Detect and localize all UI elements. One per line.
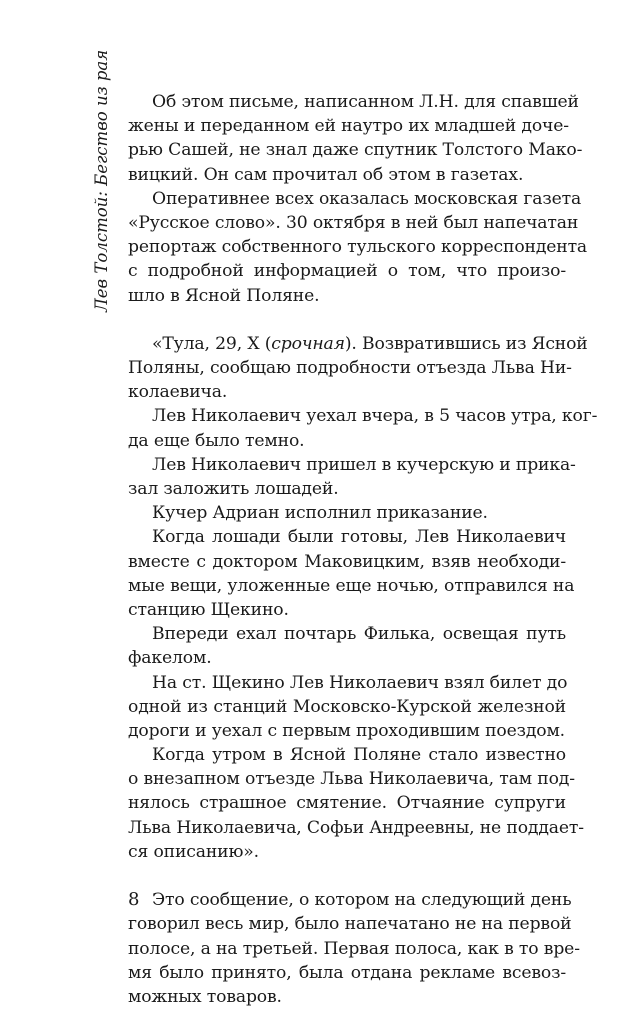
paragraph [128, 332, 588, 405]
text-line: о внезапном отъезде Льва Николаевича, там под- [128, 769, 575, 790]
text-line: Это сообщение, о котором на следующий день [152, 890, 572, 911]
text-line: репортаж собственного тульского корреспондента [128, 237, 588, 258]
text-line: Об этом письме, написанном Л.Н. для спавшей [152, 92, 579, 112]
paragraph [128, 90, 583, 187]
text-line: жены и переданном ей наутро их младшей доче- [128, 116, 569, 137]
text-line: Лев Николаевич уехал вчера, в 5 часов утра, ког- [152, 406, 598, 427]
body-text [128, 90, 598, 1009]
quote-start-c: ). Возвратившись из Ясной [344, 333, 588, 354]
text-line: рью Сашей, не знал даже спутник Толстого Мако- [128, 140, 583, 161]
text-line: Впереди ехал почтарь Филька, освещая путь [152, 624, 566, 645]
page-number: 8 [128, 889, 140, 910]
paragraph [128, 671, 566, 744]
running-head: Лев Толстой: Бегство из рая [92, 49, 111, 312]
text-line: Лев Николаевич пришел в кучерскую и прика- [152, 454, 576, 475]
text-line: станцию Щекино. [128, 599, 289, 620]
text-line: колаевича. [128, 382, 228, 403]
paragraph [128, 501, 566, 525]
text-line: дороги и уехал с первым проходившим поездом. [128, 720, 565, 741]
paragraph [128, 743, 584, 864]
text-line: говорил весь мир, было напечатано не на первой [128, 914, 572, 935]
text-line: Поляны, сообщаю подробности отъезда Льва Ни- [128, 358, 572, 379]
text-line: «Русское слово». 30 октября в ней был напечатан [128, 212, 579, 233]
text-line: На ст. Щекино Лев Николаевич взял билет до [152, 672, 568, 693]
paragraph [128, 622, 566, 670]
text-line: можных товаров. [128, 986, 282, 1007]
text-line [128, 332, 588, 356]
quote-start-a: «Тула, 29, X ( [152, 333, 272, 354]
text-line: одной из станций Московско-Курской железной [128, 696, 566, 717]
text-line: мя было принято, была отдана рекламе всевоз- [128, 962, 566, 983]
text-line: с подробной информацией о том, что произо- [128, 261, 566, 282]
text-line: факелом. [128, 648, 212, 669]
paragraph [128, 453, 576, 501]
paragraph [128, 404, 598, 452]
paragraph [128, 888, 580, 1009]
text-line: вместе с доктором Маковицким, взяв необходи- [128, 551, 566, 572]
paragraph [128, 187, 588, 308]
text-line: нялось страшное смятение. Отчаяние супруги [128, 793, 566, 814]
paragraph-gap [128, 864, 566, 888]
text-line: Когда утром в Ясной Поляне стало известно [152, 745, 566, 766]
text-line: мые вещи, уложенные еще ночью, отправился на [128, 575, 575, 596]
paragraph-gap [128, 308, 566, 332]
text-line: ся описанию». [128, 841, 259, 862]
text-line: Кучер Адриан исполнил приказание. [152, 503, 488, 524]
text-line: зал заложить лошадей. [128, 479, 339, 499]
text-line: Когда лошади были готовы, Лев Николаевич [152, 527, 566, 548]
paragraph [128, 525, 575, 622]
text-line: Льва Николаевича, Софьи Андреевны, не поддает- [128, 817, 584, 838]
text-line: шло в Ясной Поляне. [128, 285, 320, 306]
quote-start-italic: срочная [271, 333, 345, 354]
text-line: да еще было темно. [128, 430, 305, 451]
text-line: полосе, а на третьей. Первая полоса, как в то вре- [128, 938, 580, 959]
text-line: Оперативнее всех оказалась московская газета [152, 188, 582, 209]
text-line: вицкий. Он сам прочитал об этом в газетах. [128, 164, 524, 185]
